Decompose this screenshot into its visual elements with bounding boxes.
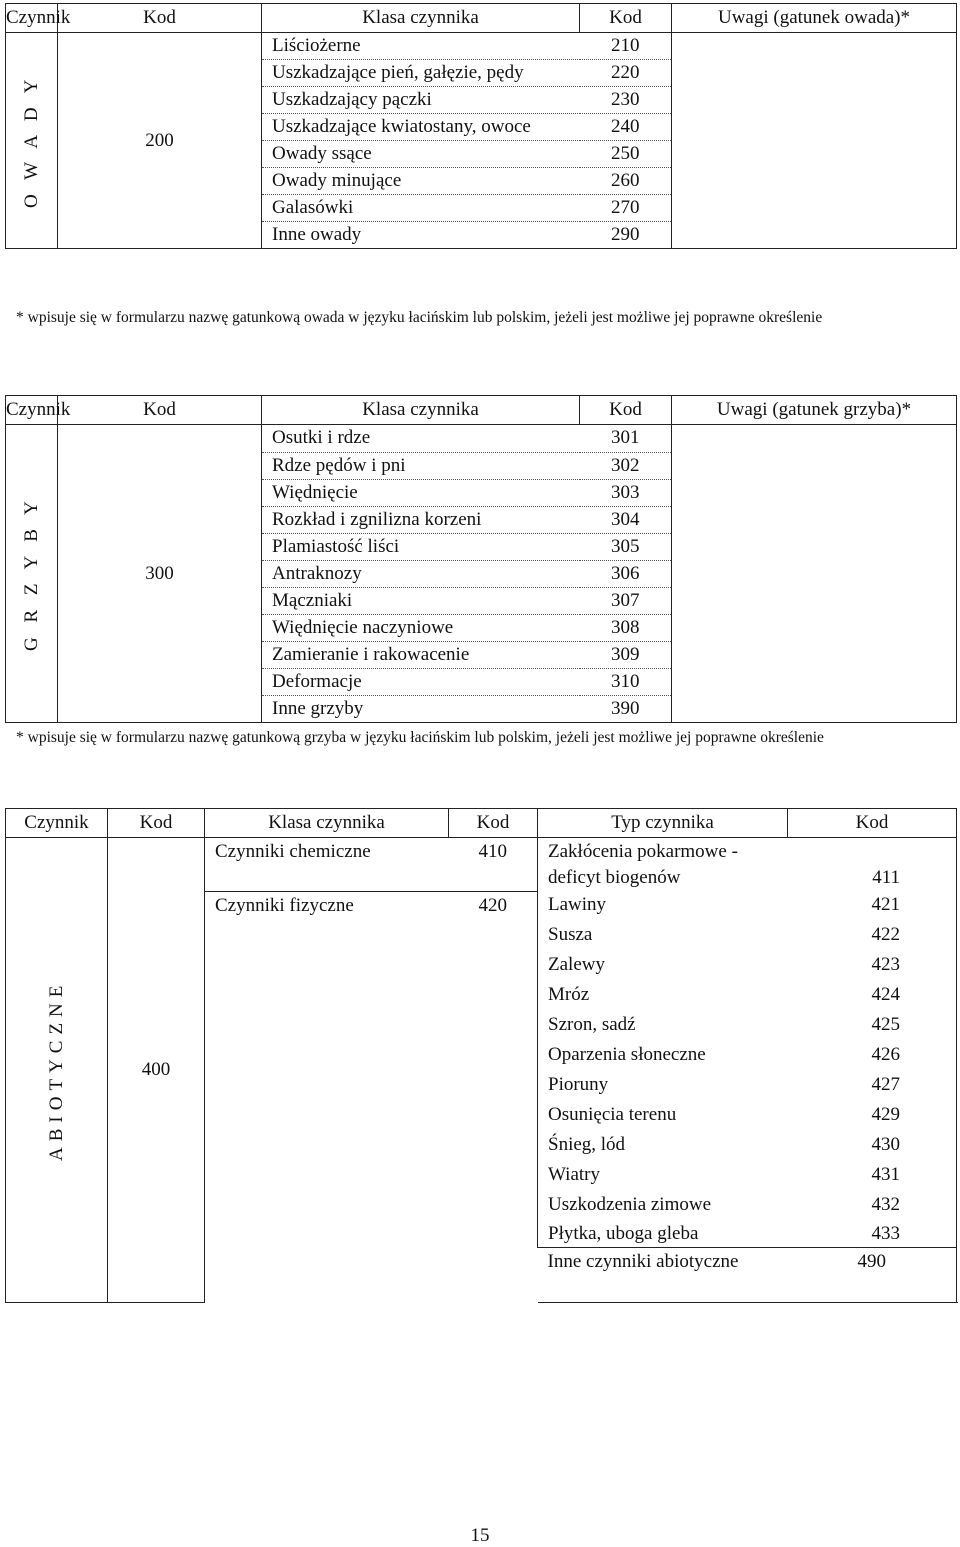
- remarks-cell: [672, 33, 957, 249]
- table-row: [6, 33, 957, 60]
- type-name: Zakłócenia pokarmowe - deficyt biogenów: [538, 838, 788, 892]
- header-class-code: Kod: [449, 809, 538, 838]
- class-name: Zamieranie i rakowacenie: [262, 642, 580, 669]
- class-code: 490: [788, 1248, 957, 1303]
- type-name: Zalewy: [538, 951, 788, 981]
- class-code: 230: [580, 87, 672, 114]
- class-name: Owady minujące: [262, 168, 580, 195]
- class-code: 260: [580, 168, 672, 195]
- class-code: 250: [580, 141, 672, 168]
- header-factor: Czynnik: [6, 396, 58, 425]
- type-name: Lawiny: [538, 891, 788, 921]
- insects-footnote: * wpisuje się w formularzu nazwę gatunkową owada w języku łacińskim lub polskim, jeżeli jest możliwe jej poprawne określenie: [16, 309, 823, 326]
- page-number: 15: [470, 1525, 490, 1546]
- type-code: 423: [788, 951, 957, 981]
- fungi-table: [5, 395, 957, 723]
- header-class-code: Kod: [580, 396, 672, 425]
- class-name: Osutki i rdze: [272, 427, 371, 448]
- fungi-header-row: [6, 396, 957, 425]
- type-name: Pioruny: [538, 1071, 788, 1101]
- factor-code: 400: [108, 838, 205, 1303]
- type-code: 431: [788, 1161, 957, 1191]
- header-type-code: Kod: [788, 809, 957, 838]
- class-name: Deformacje: [262, 669, 580, 696]
- factor-label: ABIOTYCZNE: [6, 838, 108, 1303]
- class-name: Więdnięcie naczyniowe: [262, 615, 580, 642]
- header-class-code: Kod: [580, 4, 672, 33]
- type-code: 427: [788, 1071, 957, 1101]
- class-code: 310: [580, 669, 672, 696]
- table-row: [6, 838, 957, 892]
- header-class: Klasa czynnika: [262, 4, 580, 33]
- type-code: 432: [788, 1191, 957, 1221]
- class-code: 309: [580, 642, 672, 669]
- header-factor: Czynnik: [6, 809, 108, 838]
- type-name: Uszkodzenia zimowe: [538, 1191, 788, 1221]
- factor-label: G R Z Y B Y: [6, 425, 58, 723]
- type-name: Płytka, uboga gleba: [538, 1221, 788, 1248]
- class-code: 302: [580, 453, 672, 480]
- class-name: Galasówki: [262, 195, 580, 222]
- type-code: 422: [788, 921, 957, 951]
- type-name: Śnieg, lód: [538, 1131, 788, 1161]
- type-code: 424: [788, 981, 957, 1011]
- class-code: 308: [580, 615, 672, 642]
- header-factor: Czynnik: [6, 4, 58, 33]
- class-name: Plamiastość liści: [262, 534, 580, 561]
- class-name: Rdze pędów i pni: [262, 453, 580, 480]
- factor-code: 200: [58, 33, 262, 249]
- class-name: Rozkład i zgnilizna korzeni: [262, 507, 580, 534]
- class-code: 420: [478, 894, 507, 916]
- type-name: Susza: [538, 921, 788, 951]
- type-name: Oparzenia słoneczne: [538, 1041, 788, 1071]
- class-code: 303: [580, 480, 672, 507]
- factor-code: 300: [58, 425, 262, 723]
- class-name: Mączniaki: [262, 588, 580, 615]
- class-code: 390: [580, 696, 672, 723]
- class-code: 304: [580, 507, 672, 534]
- type-code: 411: [788, 838, 957, 892]
- type-code: 425: [788, 1011, 957, 1041]
- class-code: 307: [580, 588, 672, 615]
- class-code: 220: [580, 60, 672, 87]
- header-code: Kod: [58, 396, 262, 425]
- class-code: 270: [580, 195, 672, 222]
- type-code: 433: [788, 1221, 957, 1248]
- class-name: Uszkadzające kwiatostany, owoce: [262, 114, 580, 141]
- header-type: Typ czynnika: [538, 809, 788, 838]
- class-name: Liściożerne: [272, 35, 361, 56]
- class-name: Czynniki chemiczne: [205, 838, 449, 892]
- factor-label: O W A D Y: [6, 33, 58, 249]
- header-class: Klasa czynnika: [262, 396, 580, 425]
- class-name: Więdnięcie: [262, 480, 580, 507]
- class-name: Czynniki fizyczne: [215, 894, 354, 916]
- abiotic-header-row: [6, 809, 957, 838]
- header-remarks: Uwagi (gatunek grzyba)*: [672, 396, 957, 425]
- header-code: Kod: [108, 809, 205, 838]
- fungi-footnote: * wpisuje się w formularzu nazwę gatunkową grzyba w języku łacińskim lub polskim, jeżeli jest możliwe jej poprawne określenie: [16, 729, 824, 746]
- type-code: 430: [788, 1131, 957, 1161]
- insects-table: [5, 3, 957, 249]
- class-name: Inne czynniki abiotyczne: [538, 1248, 788, 1303]
- class-code: 306: [580, 561, 672, 588]
- class-code: 240: [580, 114, 672, 141]
- class-name: Uszkadzający pączki: [262, 87, 580, 114]
- header-code: Kod: [58, 4, 262, 33]
- class-code: 410: [449, 838, 538, 892]
- type-name: Szron, sadź: [538, 1011, 788, 1041]
- type-code: 426: [788, 1041, 957, 1071]
- class-name: Inne grzyby: [262, 696, 580, 723]
- class-name: Inne owady: [262, 222, 580, 249]
- type-name: Wiatry: [538, 1161, 788, 1191]
- insects-header-row: [6, 4, 957, 33]
- class-code: 210: [611, 35, 640, 56]
- class-name: Owady ssące: [262, 141, 580, 168]
- type-name: Osunięcia terenu: [538, 1101, 788, 1131]
- class-name: Antraknozy: [262, 561, 580, 588]
- class-code: 290: [580, 222, 672, 249]
- header-remarks: Uwagi (gatunek owada)*: [672, 4, 957, 33]
- type-code: 421: [788, 891, 957, 921]
- abiotic-table: [5, 808, 957, 1303]
- class-code: 305: [580, 534, 672, 561]
- class-code: 301: [611, 427, 640, 448]
- type-code: 429: [788, 1101, 957, 1131]
- header-class: Klasa czynnika: [205, 809, 449, 838]
- type-name: Mróz: [538, 981, 788, 1011]
- remarks-cell: [672, 425, 957, 723]
- table-row: [6, 425, 957, 453]
- class-name: Uszkadzające pień, gałęzie, pędy: [262, 60, 580, 87]
